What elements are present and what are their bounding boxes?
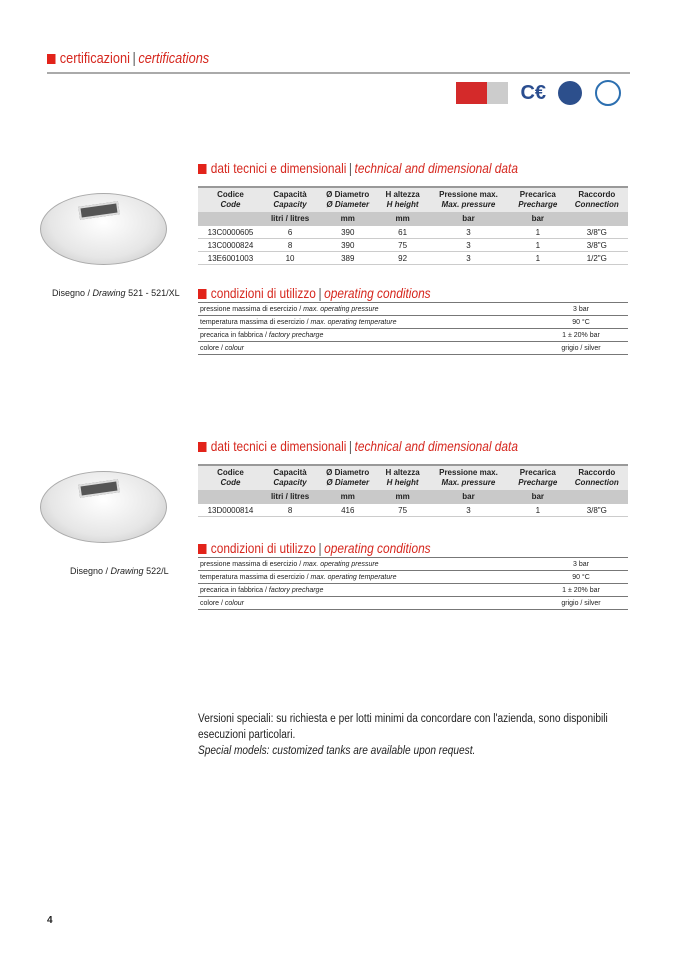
table-cell: 1/2"G [566, 252, 628, 265]
condition-row: precarica in fabbrica / factory precharge 1 ± 20% bar [198, 584, 628, 597]
table-cell: 8 [263, 239, 317, 252]
condition-row: colore / colour grigio / silver [198, 597, 628, 610]
conditions-heading: condizioni di utilizzo | operating conditions [198, 285, 431, 301]
table-row [198, 226, 628, 239]
table-row [198, 252, 628, 265]
conditions-table [198, 557, 628, 610]
table-cell: 1 [510, 504, 565, 517]
unit-cell [198, 490, 263, 504]
condition-row: temperatura massima di esercizio / max. operating temperature 90 °C [198, 571, 628, 584]
note-english: Special models: customized tanks are available upon request. [198, 745, 476, 757]
condition-row: precarica in fabbrica / factory precharge 1 ± 20% bar [198, 329, 628, 342]
table-row [198, 239, 628, 252]
certification-logos [448, 80, 621, 106]
column-header: Codice Code [217, 190, 244, 209]
table-cell: 390 [317, 239, 378, 252]
table-cell: 6 [263, 226, 317, 239]
table-cell: 75 [378, 239, 427, 252]
tech-data-table [198, 464, 628, 517]
table-cell: 13C0000605 [198, 226, 263, 239]
unit-cell: litri / litres [270, 214, 310, 223]
tuv-logo [558, 81, 582, 105]
table-cell: 92 [378, 252, 427, 265]
table-cell: 390 [317, 226, 378, 239]
table-cell: 13C0000824 [198, 239, 263, 252]
column-header: H altezza H height [385, 190, 420, 209]
unit-cell: litri / litres [270, 492, 310, 501]
unit-cell: mm [340, 492, 355, 501]
unit-cell [198, 212, 263, 226]
column-header: Raccordo Connection [574, 468, 619, 487]
unit-cell [566, 212, 628, 226]
table-row [198, 504, 628, 517]
condition-row: temperatura massima di esercizio / max. operating temperature 90 °C [198, 316, 628, 329]
table-cell: 13D0000814 [198, 504, 263, 517]
tech-data-heading: dati tecnici e dimensionali | technical and dimensional data [198, 438, 518, 454]
table-cell: 389 [317, 252, 378, 265]
table-cell: 13E6001003 [198, 252, 263, 265]
bureau-veritas-logo [456, 82, 508, 104]
condition-row: pressione massima di esercizio / max. operating pressure 3 bar [198, 303, 628, 316]
column-header: Precarica Precharge [518, 190, 558, 209]
table-cell: 3 [427, 252, 510, 265]
drawing-caption: Disegno / Drawing 521 - 521/XL [52, 288, 180, 298]
table-cell: 10 [263, 252, 317, 265]
unit-cell: mm [395, 214, 410, 223]
column-header: Ø Diametro Ø Diameter [326, 190, 370, 209]
table-cell: 61 [378, 226, 427, 239]
column-header: H altezza H height [385, 468, 420, 487]
table-cell: 3 [427, 504, 510, 517]
table-cell: 3 [427, 239, 510, 252]
table-cell: 75 [378, 504, 427, 517]
certifications-heading: certificazioni | certifications [47, 50, 209, 67]
unit-cell: bar [531, 214, 545, 223]
column-header: Pressione max. Max. pressure [439, 468, 498, 487]
unit-cell: bar [462, 214, 475, 223]
tank-drawing [40, 471, 167, 543]
table-cell: 416 [317, 504, 378, 517]
column-header: Capacità Capacity [273, 190, 307, 209]
note-italian: Versioni speciali: su richiesta e per lotti minimi da concordare con l'azienda, sono disponibili esecuzioni particolari. [198, 713, 608, 741]
table-cell: 3/8"G [566, 226, 628, 239]
column-header: Pressione max. Max. pressure [439, 190, 498, 209]
table-cell: 3/8"G [566, 504, 628, 517]
condition-row: colore / colour grigio / silver [198, 342, 628, 355]
unit-cell: mm [340, 214, 355, 223]
special-models-note [198, 711, 629, 759]
unit-cell: mm [395, 492, 410, 501]
unit-cell: bar [462, 492, 475, 501]
unit-cell [566, 490, 628, 504]
table-cell: 1 [510, 239, 565, 252]
table-cell: 1 [510, 252, 565, 265]
table-cell: 3 [427, 226, 510, 239]
column-header: Ø Diametro Ø Diameter [326, 468, 370, 487]
column-header: Codice Code [217, 468, 244, 487]
column-header: Capacità Capacity [273, 468, 307, 487]
tank-drawing [40, 193, 167, 265]
page-number: 4 [47, 915, 53, 926]
ce-mark-logo: C€ [520, 81, 547, 104]
column-header: Raccordo Connection [574, 190, 619, 209]
table-cell: 1 [510, 226, 565, 239]
din-logo [595, 80, 621, 106]
tech-data-heading: dati tecnici e dimensionali | technical and dimensional data [198, 160, 518, 176]
drawing-caption: Disegno / Drawing 522/L [70, 566, 169, 576]
unit-cell: bar [531, 492, 545, 501]
table-cell: 8 [263, 504, 317, 517]
column-header: Precarica Precharge [518, 468, 558, 487]
condition-row: pressione massima di esercizio / max. operating pressure 3 bar [198, 558, 628, 571]
table-cell: 3/8"G [566, 239, 628, 252]
divider [47, 72, 630, 74]
tech-data-table [198, 186, 628, 265]
conditions-heading: condizioni di utilizzo | operating conditions [198, 540, 431, 556]
conditions-table [198, 302, 628, 355]
